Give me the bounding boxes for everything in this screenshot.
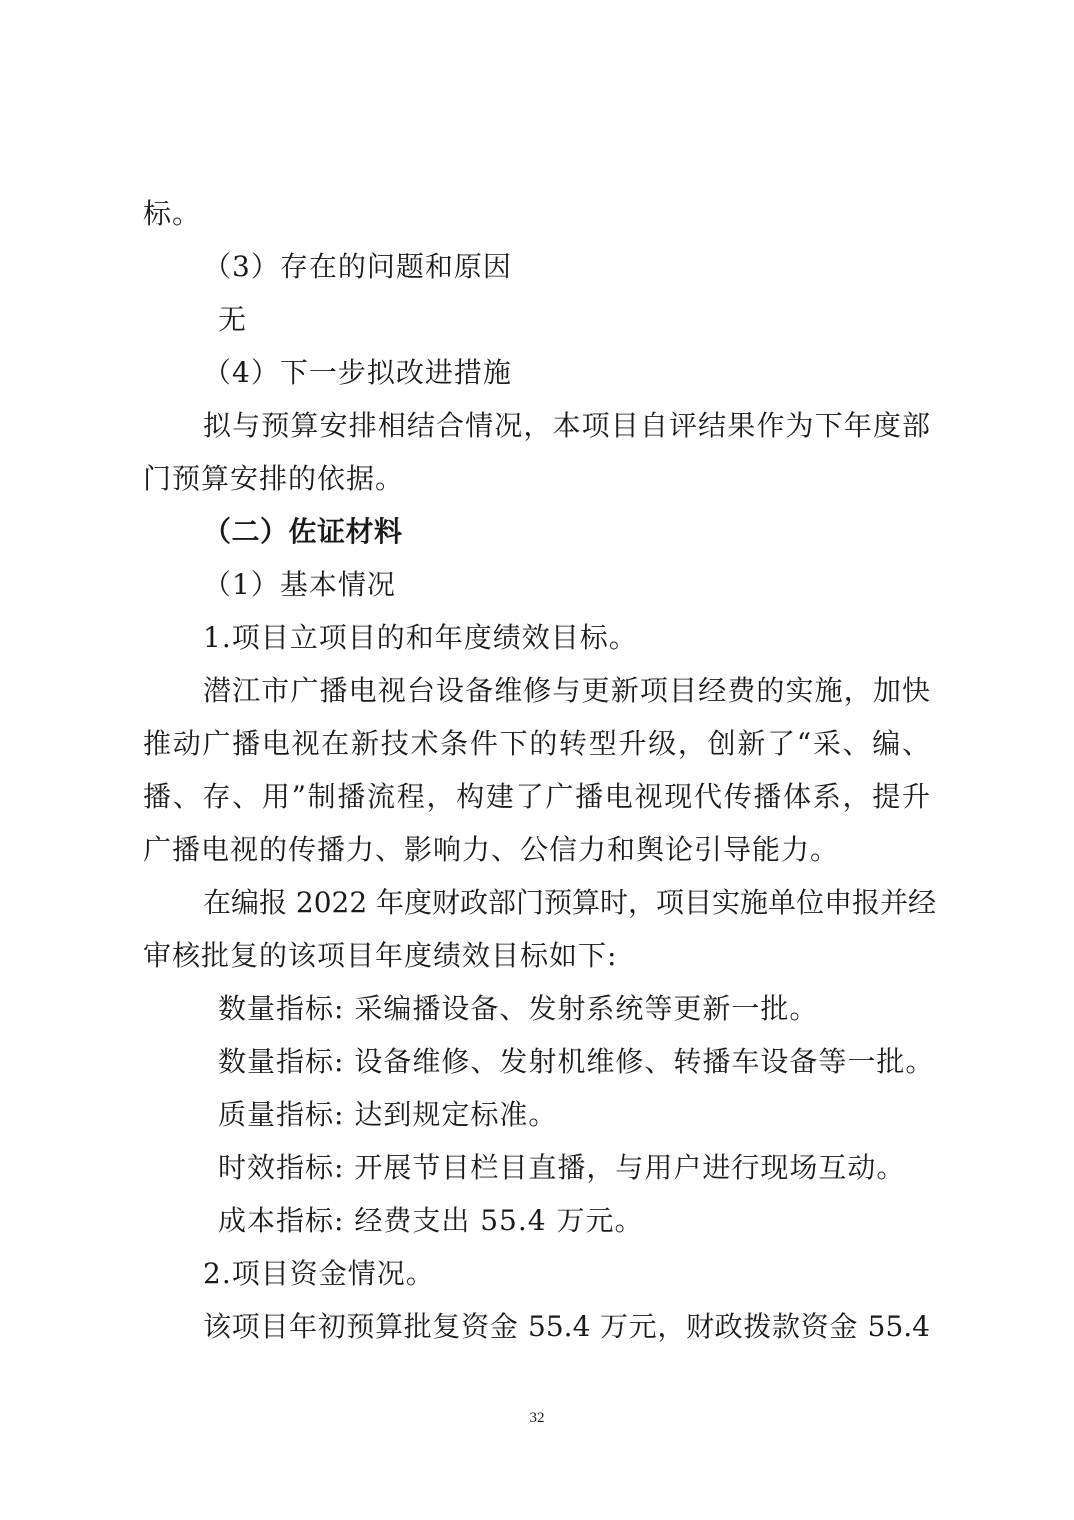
- indicator-line: 数量指标: 采编播设备、发射系统等更新一批。: [218, 992, 819, 1025]
- subsection-heading: （3）存在的问题和原因: [203, 250, 512, 283]
- indicator-line: 成本指标: 经费支出 55.4 万元。: [218, 1204, 644, 1237]
- text-body: [143, 187, 937, 1353]
- text-line: 该项目年初预算批复资金 55.4 万元，财政拨款资金 55.4: [203, 1310, 930, 1343]
- indicator-line: 数量指标: 设备维修、发射机维修、转播车设备等一批。: [218, 1045, 935, 1078]
- text-line: 门预算安排的依据。: [143, 462, 405, 495]
- text-line: 在编报 2022 年度财政部门预算时，项目实施单位申报并经: [203, 886, 937, 919]
- text-line: 广播电视的传播力、影响力、公信力和舆论引导能力。: [143, 833, 840, 866]
- section-heading: （二）佐证材料: [203, 515, 403, 548]
- indicator-line: 时效指标: 开展节目栏目直播，与用户进行现场互动。: [218, 1151, 906, 1184]
- subsection-heading: （4）下一步拟改进措施: [203, 356, 512, 389]
- item-heading: 1.项目立项目的和年度绩效目标。: [203, 621, 638, 654]
- text-line: 播、存、用”制播流程，构建了广播电视现代传播体系，提升: [143, 780, 930, 813]
- text-line: 拟与预算安排相结合情况，本项目自评结果作为下年度部: [203, 409, 930, 442]
- text-line: 审核批复的该项目年度绩效目标如下:: [143, 939, 618, 972]
- text-line: 推动广播电视在新技术条件下的转型升级，创新了“采、编、: [143, 727, 930, 760]
- item-heading: 2.项目资金情况。: [203, 1257, 435, 1290]
- page-number: 32: [529, 1410, 545, 1426]
- text-line: 标。: [143, 197, 202, 230]
- subsection-heading: （1）基本情况: [203, 568, 396, 601]
- text-line: 无: [218, 303, 248, 336]
- indicator-line: 质量指标: 达到规定标准。: [218, 1098, 558, 1131]
- text-line: 潜江市广播电视台设备维修与更新项目经费的实施，加快: [203, 674, 930, 707]
